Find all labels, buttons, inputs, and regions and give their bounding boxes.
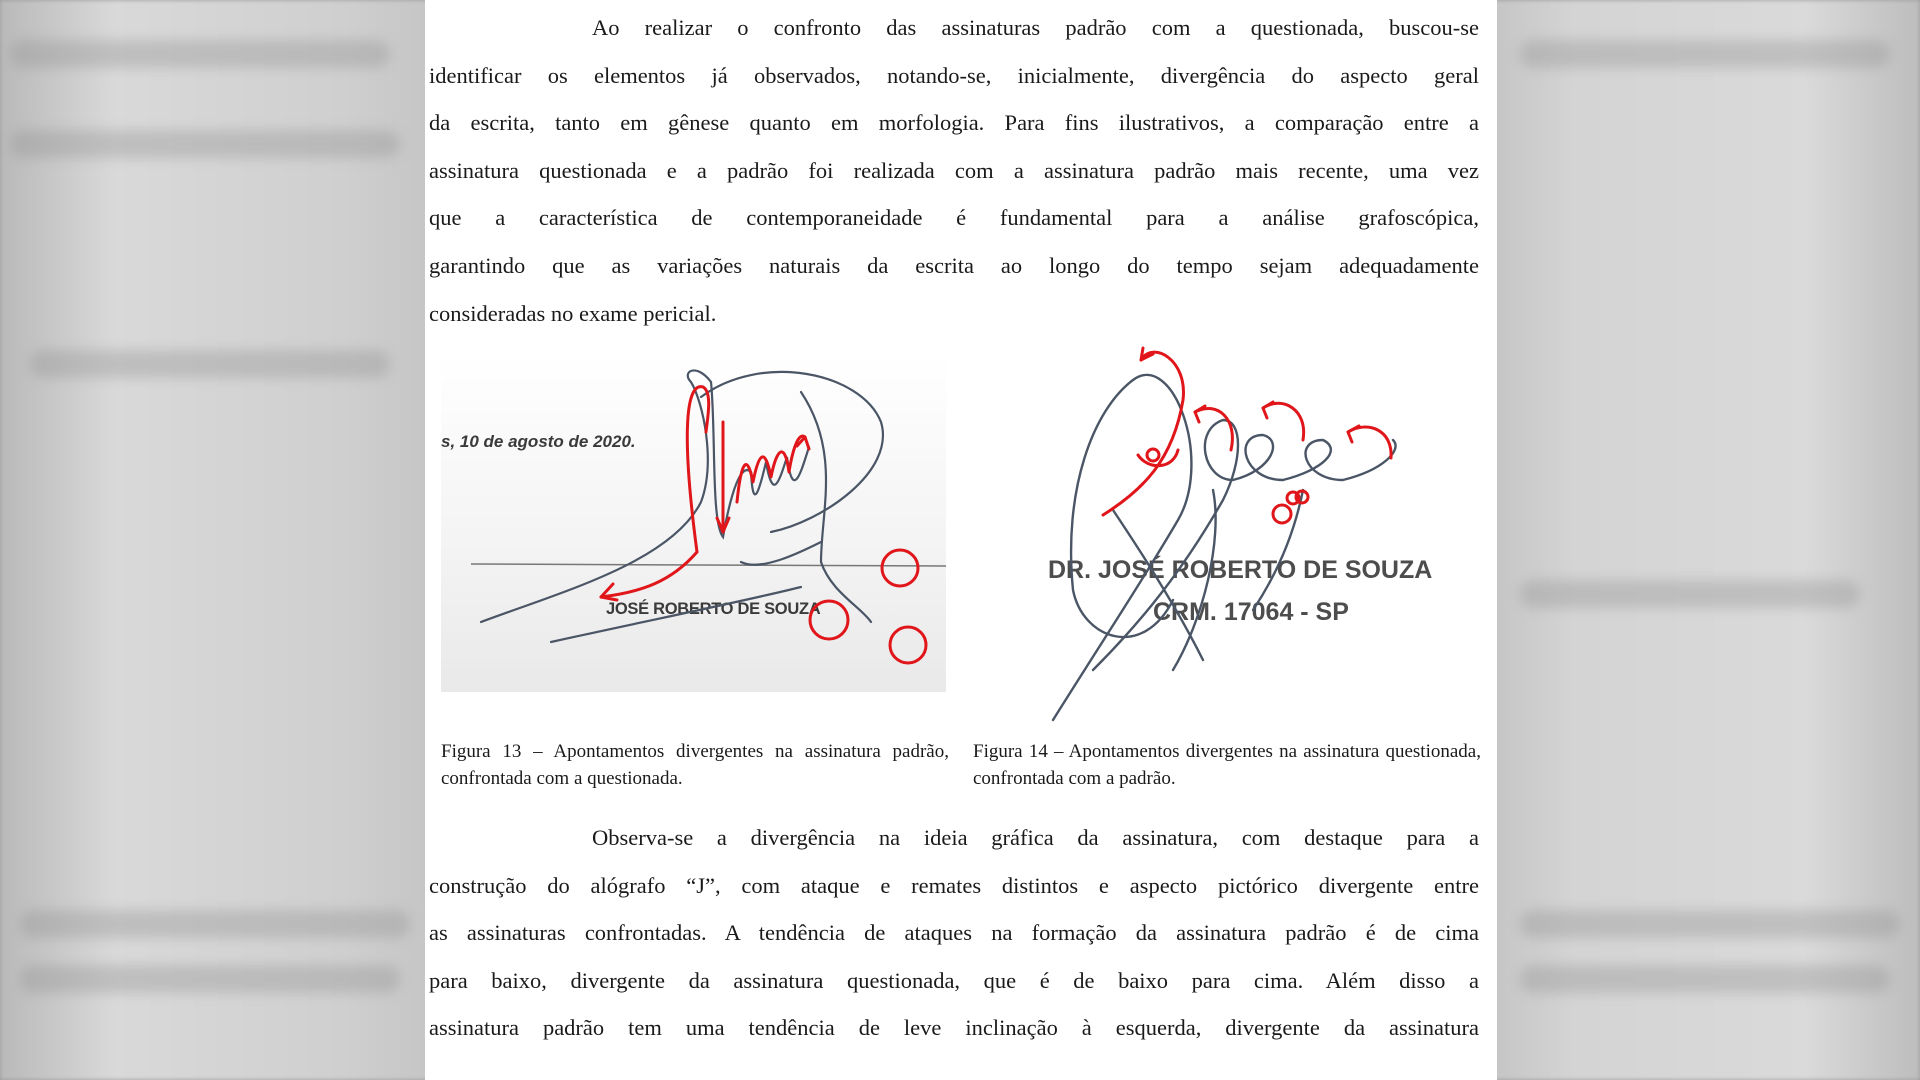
blurred-background-stripe (30, 350, 390, 378)
blurred-background-stripe (10, 130, 400, 158)
paragraph-2 (429, 814, 1479, 1052)
scan-background (973, 340, 1478, 730)
figure-13-caption: Figura 13 – Apontamentos divergentes na assinatura padrão, confrontada com a questionada. (441, 741, 949, 789)
paragraph-line: Observa-se a divergência na ideia gráfica da assinatura, com destaque para a (592, 825, 1479, 850)
signature-crm-text: CRM. 17064 - SP (1153, 598, 1349, 626)
paragraph-line: identificar os elementos já observados, notando-se, inicialmente, divergência do aspecto geral (429, 62, 1479, 88)
figure-14-caption: Figura 14 – Apontamentos divergentes na assinatura questionada, confrontada com a padrão. (973, 741, 1481, 789)
blurred-background-stripe (1520, 965, 1890, 993)
paragraph-line: assinatura questionada e a padrão foi realizada com a assinatura padrão mais recente, uma vez (429, 157, 1479, 183)
paragraph-line: para baixo, divergente da assinatura questionada, que é de baixo para cima. Além disso a (429, 967, 1479, 993)
paragraph-1 (429, 4, 1479, 337)
blurred-background-stripe (1520, 40, 1890, 68)
figure-13-image (441, 352, 946, 692)
paragraph-line: garantindo que as variações naturais da escrita ao longo do tempo sejam adequadamente (429, 252, 1479, 278)
paragraph-line: as assinaturas confrontadas. A tendência de ataques na formação da assinatura padrão é de cima (429, 920, 1479, 946)
figure-14-image (973, 340, 1478, 730)
paragraph-line: assinatura padrão tem uma tendência de leve inclinação à esquerda, divergente da assinatura (429, 1015, 1479, 1041)
signature-printed-name: DR. JOSÉ ROBERTO DE SOUZA (1048, 556, 1433, 584)
paragraph-line: consideradas no exame pericial. (429, 300, 717, 326)
blurred-background-stripe (10, 40, 390, 68)
signature-printed-name: JOSÉ ROBERTO DE SOUZA (606, 600, 821, 618)
blurred-background-stripe (20, 910, 410, 938)
paragraph-line: da escrita, tanto em gênese quanto em morfologia. Para fins ilustrativos, a comparação entre a (429, 110, 1479, 136)
paragraph-line: que a característica de contemporaneidade é fundamental para a análise grafoscópica, (429, 205, 1479, 231)
paragraph-line: Ao realizar o confronto das assinaturas padrão com a questionada, buscou-se (592, 15, 1479, 40)
blurred-background-stripe (1520, 910, 1900, 938)
paragraph-line: construção do alógrafo “J”, com ataque e remates distintos e aspecto pictórico divergente entre (429, 872, 1479, 898)
blurred-background-stripe (1520, 580, 1860, 608)
blurred-background-stripe (20, 965, 400, 993)
signature-date-text: s, 10 de agosto de 2020. (441, 432, 636, 451)
document-page (425, 0, 1497, 1080)
